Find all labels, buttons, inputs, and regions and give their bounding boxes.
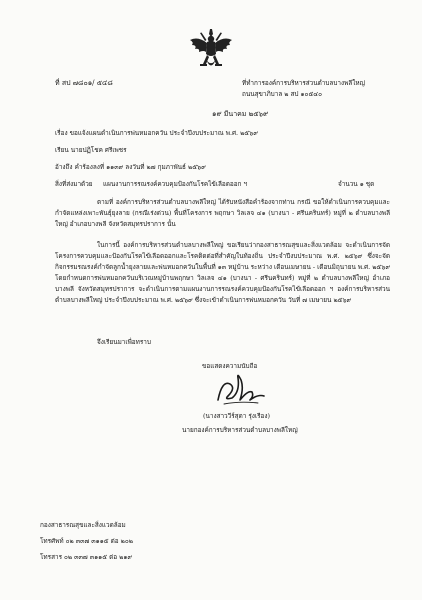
document-number: ที่ สป ๗๘๐๑/ ๕๔๘ [55, 79, 113, 87]
footer-phone: โทรศัพท์ ๐๒ ๓๓๗ ๓๑๑๕ ต่อ ๒๐๒ [40, 537, 134, 545]
letter-date: ๑๙ มีนาคม ๒๕๖๙ [212, 110, 269, 118]
enclosure-count: จำนวน ๑ ชุด [338, 180, 375, 188]
sender-office: ที่ทำการองค์การบริหารส่วนตำบลบางพลีใหญ่ [242, 79, 365, 87]
footer-fax: โทรสาร ๐๒ ๓๓๗ ๓๑๑๕ ต่อ ๒๑๙ [40, 553, 133, 561]
body-paragraph-2: ในการนี้ องค์การบริหารส่วนตำบลบางพลีใหญ่ ขอเรียนว่ากองสาธารณสุขและสิ่งแวดล้อม จะดำเนินการจัดโครงการควบคุมและป้องกันโรคไข้เลือดออกและโรคติดต่อที่สำคัญในท้องถิ่น ประจำปีงบประมาณ พ.ศ. ๒๕๖๙ ซึ่งจะจัดกิจกรรมรณรงค์กำจัดลูกน้ำยุงลายและพ่นหมอกควันในพื้นที่ ๑๓ หมู่บ้าน ระหว่าง เดือนเมษายน - เดือนมิถุนายน พ.ศ. ๒๕๖๙ โดยกำหนดการพ่นหมอกควันบริเวณหมู่บ้านพฤกษา วิลเลจ ๔๑ (บางนา - ศรีนครินทร์) หมู่ที่ ๒ ตำบลบางพลีใหญ่ อำเภอบางพลี จังหวัดสมุทรปราการ จะดำเนินการตามแผนงานการรณรงค์ควบคุมป้องกันโรคไข้เลือดออก ฯ องค์การบริหารส่วนตำบลบางพลีใหญ่ ประจำปีงบประมาณ พ.ศ. ๒๕๖๙ ซึ่งจะเข้าดำเนินการพ่นหมอกควัน วันที่ ๗ เมษายน ๒๕๖๙ [55, 241, 390, 304]
handwritten-signature [210, 370, 270, 410]
footer-department: กองสาธารณสุขและสิ่งแวดล้อม [40, 521, 126, 529]
regards-line: ขอแสดงความนับถือ [202, 362, 258, 370]
closing-line: จึงเรียนมาเพื่อทราบ [97, 338, 151, 346]
addressee-line: เรียน นายปฏิโชค ศรีเพชร [55, 146, 127, 154]
garuda-emblem-icon [186, 26, 236, 74]
body-paragraph-1: ตามที่ องค์การบริหารส่วนตำบลบางพลีใหญ่ ได้รับหนังสือคำร้องจากท่าน กรณี ขอให้ดำเนินการควบคุมและกำจัดแหล่งเพาะพันธุ์ยุงลาย (กรณีเร่งด่วน) พื้นที่โครงการ พฤกษา วิลเลจ ๔๑ (บางนา - ศรีนครินทร์) หมู่ที่ ๒ ตำบลบางพลีใหญ่ อำเภอบางพลี จังหวัดสมุทรปราการ นั้น [55, 198, 390, 228]
subject-line: เรื่อง ขอแจ้งแผนดำเนินการพ่นหมอกควัน ประจำปีงบประมาณ พ.ศ. ๒๕๖๙ [55, 129, 258, 137]
signer-name: (นางสาววีร์สุดา รุ่งเรือง) [203, 412, 270, 420]
reference-line: อ้างถึง คำร้องลงที่ ๑๑๓๙ ลงวันที่ ๒๗ กุมภาพันธ์ ๒๕๖๙ [55, 163, 206, 171]
sender-address: ถนนสุขาภิบาล ๒ สป ๑๐๕๔๐ [242, 90, 323, 98]
enclosure-label: สิ่งที่ส่งมาด้วย [55, 180, 93, 188]
enclosure-text: แผนงานการรณรงค์ควบคุมป้องกันโรคไข้เลือดออก ฯ [103, 180, 248, 188]
signer-title: นายกองค์การบริหารส่วนตำบลบางพลีใหญ่ [182, 426, 298, 434]
